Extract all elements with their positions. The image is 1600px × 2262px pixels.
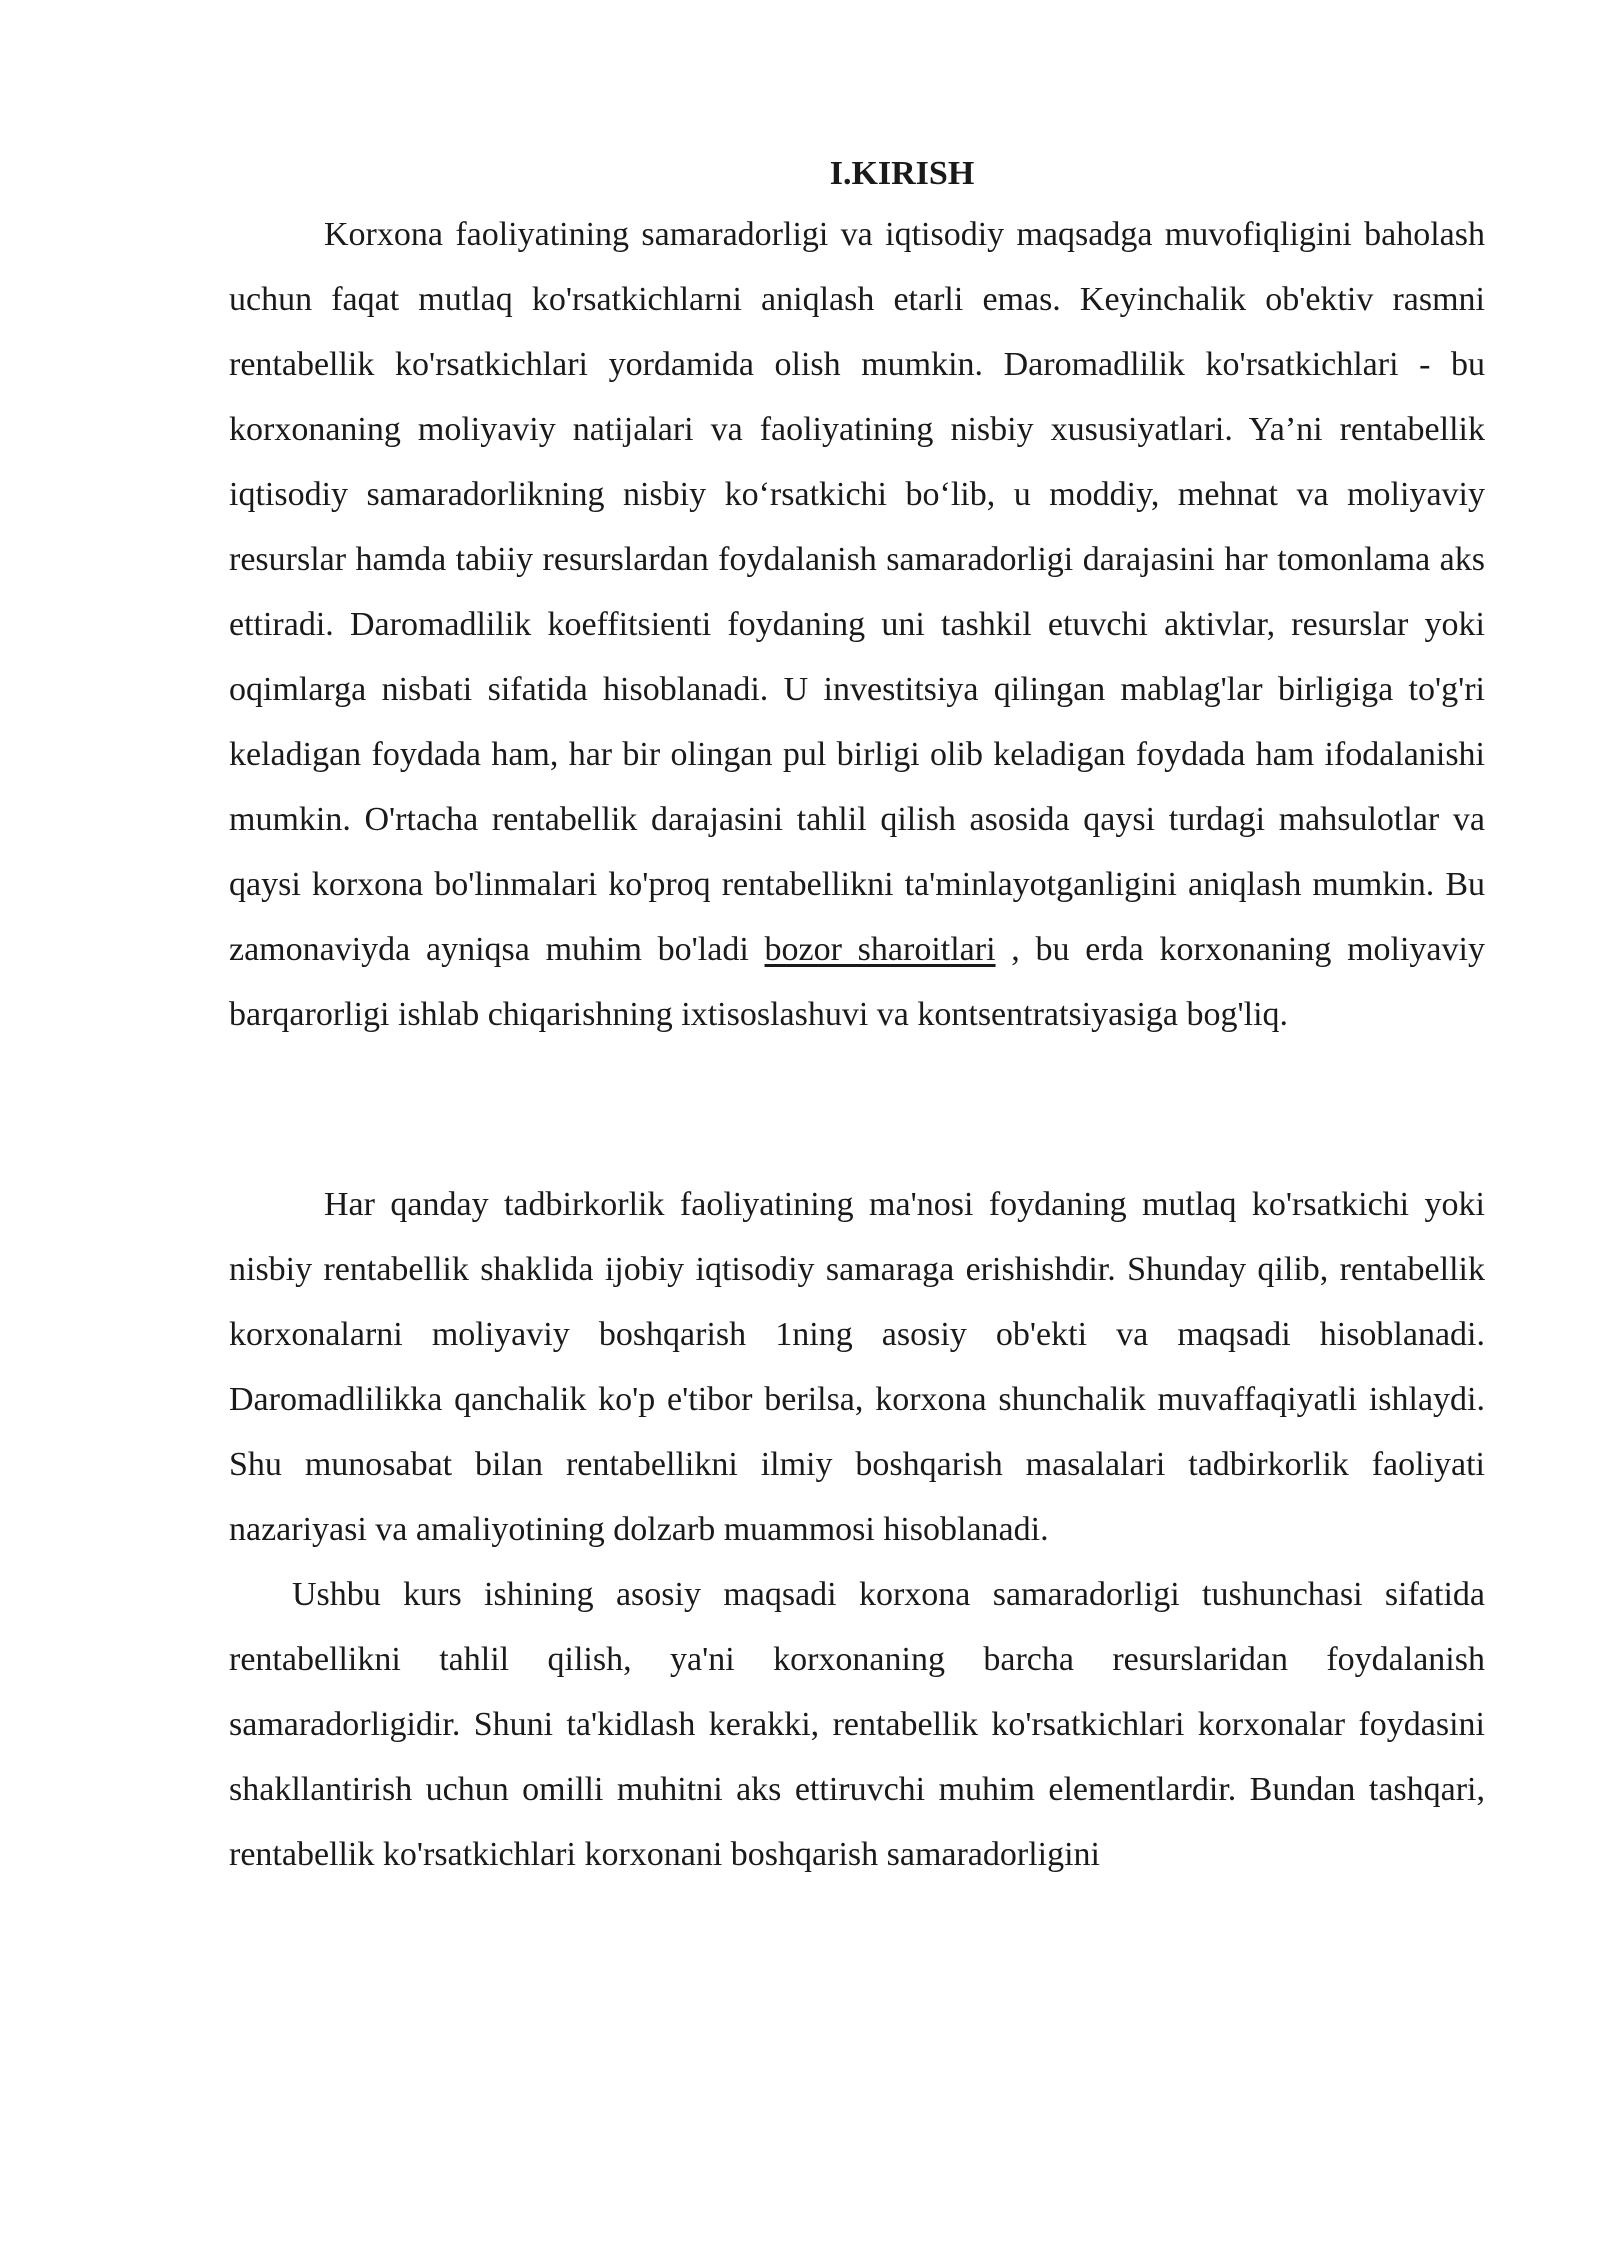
market-conditions-link[interactable]: bozor sharoitlari [764, 931, 996, 968]
paragraph-intro-tail: , bu erda korxonaning moliyaviy barqarorligi ishlab chiqarishning ixtisoslashuvi va kontsentratsiyasiga bog'liq. [229, 931, 1485, 1033]
document-page [229, 150, 1485, 1887]
paragraph-intro [229, 202, 1485, 1047]
paragraph-entrepreneurship: Har qanday tadbirkorlik faoliyatining ma'nosi foydaning mutlaq ko'rsatkichi yoki nisbiy rentabellik shaklida ijobiy iqtisodiy samaraga erishishdir. Shunday qilib, rentabellik korxonalarni moliyaviy boshqarish 1ning asosiy ob'ekti va maqsadi hisoblanadi. Daromadlilikka qanchalik ko'p e'tibor berilsa, korxona shunchalik muvaffaqiyatli ishlaydi. Shu munosabat bilan rentabellikni ilmiy boshqarish masalalari tadbirkorlik faoliyati nazariyasi va amaliyotining dolzarb muammosi hisoblanadi. [229, 1186, 1485, 1548]
section-heading: I.KIRISH [829, 155, 975, 192]
paragraph-intro-text: Korxona faoliyatining samaradorligi va iqtisodiy maqsadga muvofiqligini baholash uchun faqat mutlaq ko'rsatkichlarni aniqlash etarli emas. Keyinchalik ob'ektiv rasmni rentabellik ko'rsatkichlari yordamida olish mumkin. Daromadlilik ko'rsatkichlari - bu korxonaning moliyaviy natijalari va faoliyatining nisbiy xususiyatlari. Ya’ni rentabellik iqtisodiy samaradorlikning nisbiy ko‘rsatkichi bo‘lib, u moddiy, mehnat va moliyaviy resurslar hamda tabiiy resurslardan foydalanish samaradorligi darajasini har tomonlama aks ettiradi. Daromadlilik koeffitsienti foydaning uni tashkil etuvchi aktivlar, resurslar yoki oqimlarga nisbati sifatida hisoblanadi. U investitsiya qilingan mablag'lar birligiga to'g'ri keladigan foydada ham, har bir olingan pul birligi olib keladigan foydada ham ifodalanishi mumkin. O'rtacha rentabellik darajasini tahlil qilish asosida qaysi turdagi mahsulotlar va qaysi korxona bo'linmalari ko'proq rentabellikni ta'minlayotganligini aniqlash mumkin. Bu zamonaviyda ayniqsa muhim bo'ladi [229, 216, 1485, 968]
paragraph-course-goal: Ushbu kurs ishining asosiy maqsadi korxona samaradorligi tushunchasi sifatida rentabellikni tahlil qilish, ya'ni korxonaning barcha resurslaridan foydalanish samaradorligidir. Shuni ta'kidlash kerakki, rentabellik ko'rsatkichlari korxonalar foydasini shakllantirish uchun omilli muhitni aks ettiruvchi muhim elementlardir. Bundan tashqari, rentabellik ko'rsatkichlari korxonani boshqarish samaradorligini [229, 1576, 1485, 1873]
